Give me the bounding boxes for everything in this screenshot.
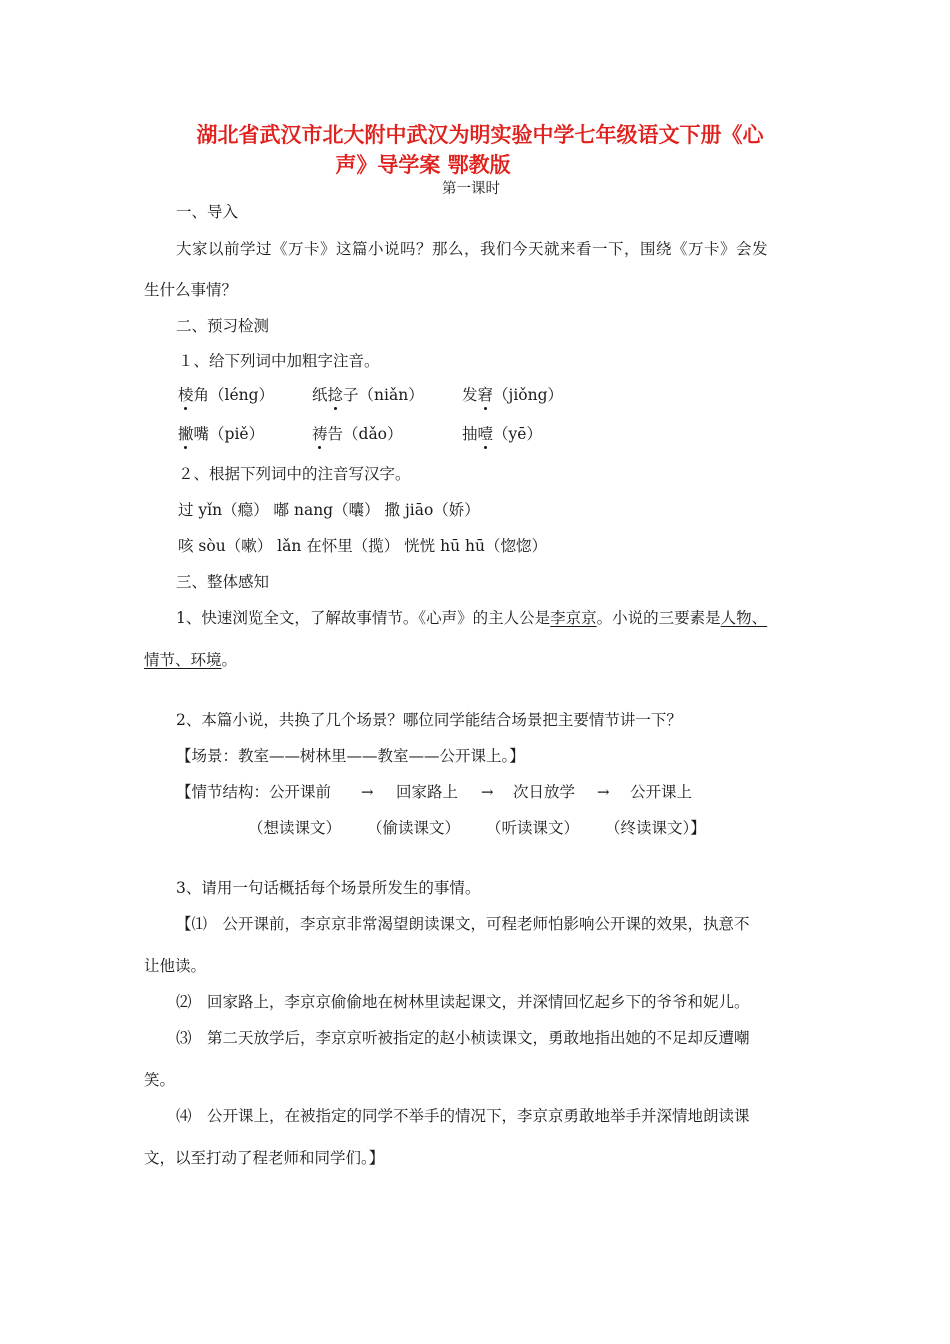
emphasis-char: 捻 xyxy=(327,386,344,404)
para-1-mid: 。小说的三要素是 xyxy=(596,609,721,627)
event-1-line-2: 让他读。 xyxy=(144,957,207,975)
pinyin-item-5 xyxy=(312,423,403,445)
plot-read-3: （听读课文） xyxy=(486,819,580,837)
pinyin-rest: 告（dǎo） xyxy=(327,425,403,443)
arrow-icon: → xyxy=(481,783,494,801)
event-3-line-1: ⑶ 第二天放学后，李京京听被指定的赵小桢读课文，勇敢地指出她的不足却反遭嘲 xyxy=(176,1029,750,1047)
protagonist-name: 李京京 xyxy=(550,609,597,627)
pinyin-rest: （jiǒng） xyxy=(493,386,564,404)
plot-label: 【情节结构：公开课前 xyxy=(176,783,332,801)
pinyin-item-4 xyxy=(178,423,264,445)
subtitle: 第一课时 xyxy=(442,181,500,197)
plot-read-1: （想读课文） xyxy=(248,819,342,837)
pinyin-item-2 xyxy=(312,384,424,406)
section-1-heading: 一、导入 xyxy=(176,203,239,221)
section-1-para-line-1: 大家以前学过《万卡》这篇小说吗？那么，我们今天就来看一下，围绕《万卡》会发 xyxy=(176,240,769,258)
para-1-end: 。 xyxy=(221,651,238,669)
arrow-icon: → xyxy=(361,783,374,801)
arrow-icon: → xyxy=(597,783,610,801)
plot-step-1: 回家路上 xyxy=(396,783,459,801)
question-2: ２、根据下列词中的注音写汉字。 xyxy=(178,465,411,483)
section-2-heading: 二、预习检测 xyxy=(176,317,270,335)
pinyin-rest: （yē） xyxy=(493,425,542,443)
plot-step-3: 公开课上 xyxy=(630,783,693,801)
section-3-para-1-line-1 xyxy=(176,607,767,629)
section-3-para-2: 2、本篇小说，共换了几个场景？哪位同学能结合场景把主要情节讲一下？ xyxy=(176,711,682,729)
section-3-para-3: 3、请用一句话概括每个场景所发生的事情。 xyxy=(176,879,481,897)
pinyin-pre: 发 xyxy=(462,386,478,404)
emphasis-char: 窘 xyxy=(477,386,494,404)
section-3-para-1-line-2 xyxy=(144,649,237,671)
event-4-line-2: 文，以至打动了程老师和同学们。】 xyxy=(144,1149,385,1167)
elements-part-b: 情节、环境 xyxy=(144,651,222,669)
pinyin-item-3 xyxy=(462,384,563,406)
elements-part-a: 人物、 xyxy=(720,609,768,627)
question-2-line-2: 咳 sòu（嗽） lǎn 在怀里（揽） 恍恍 hū hū（惚惚） xyxy=(178,537,547,555)
title-line-2: 声》导学案 鄂教版 xyxy=(335,153,511,177)
question-2-line-1: 过 yǐn（瘾） 嘟 nang（囔） 撒 jiāo（娇） xyxy=(178,501,480,519)
pinyin-item-1 xyxy=(178,384,274,406)
plot-step-2: 次日放学 xyxy=(513,783,576,801)
emphasis-char: 撇 xyxy=(178,425,194,443)
emphasis-char: 噎 xyxy=(477,425,494,443)
scene-line: 【场景：教室——树林里——教室——公开课上。】 xyxy=(176,747,525,765)
title-line-1: 湖北省武汉市北大附中武汉为明实验中学七年级语文下册《心 xyxy=(196,123,764,147)
pinyin-item-6 xyxy=(462,423,542,445)
pinyin-rest: 角（léng） xyxy=(193,386,275,404)
event-2: ⑵ 回家路上，李京京偷偷地在树林里读起课文，并深情回忆起乡下的爷爷和妮儿。 xyxy=(176,993,750,1011)
pinyin-pre: 纸 xyxy=(312,386,328,404)
plot-read-2: （偷读课文） xyxy=(367,819,461,837)
question-1: １、给下列词中加粗字注音。 xyxy=(178,352,380,370)
section-3-heading: 三、整体感知 xyxy=(176,573,270,591)
para-1-pre: 1、快速浏览全文，了解故事情节。《心声》的主人公是 xyxy=(176,609,551,627)
section-1-para-line-2: 生什么事情？ xyxy=(144,281,238,299)
plot-read-4: （终读课文）】 xyxy=(605,819,706,837)
emphasis-char: 祷 xyxy=(312,425,328,443)
event-4-line-1: ⑷ 公开课上，在被指定的同学不举手的情况下，李京京勇敢地举手并深情地朗读课 xyxy=(176,1107,750,1125)
emphasis-char: 棱 xyxy=(178,386,194,404)
pinyin-rest: 子（niǎn） xyxy=(343,386,424,404)
pinyin-pre: 抽 xyxy=(462,425,478,443)
event-3-line-2: 笑。 xyxy=(144,1071,176,1089)
event-1-line-1: 【⑴ 公开课前，李京京非常渴望朗读课文，可程老师怕影响公开课的效果，执意不 xyxy=(176,915,750,933)
pinyin-rest: 嘴（piě） xyxy=(193,425,265,443)
